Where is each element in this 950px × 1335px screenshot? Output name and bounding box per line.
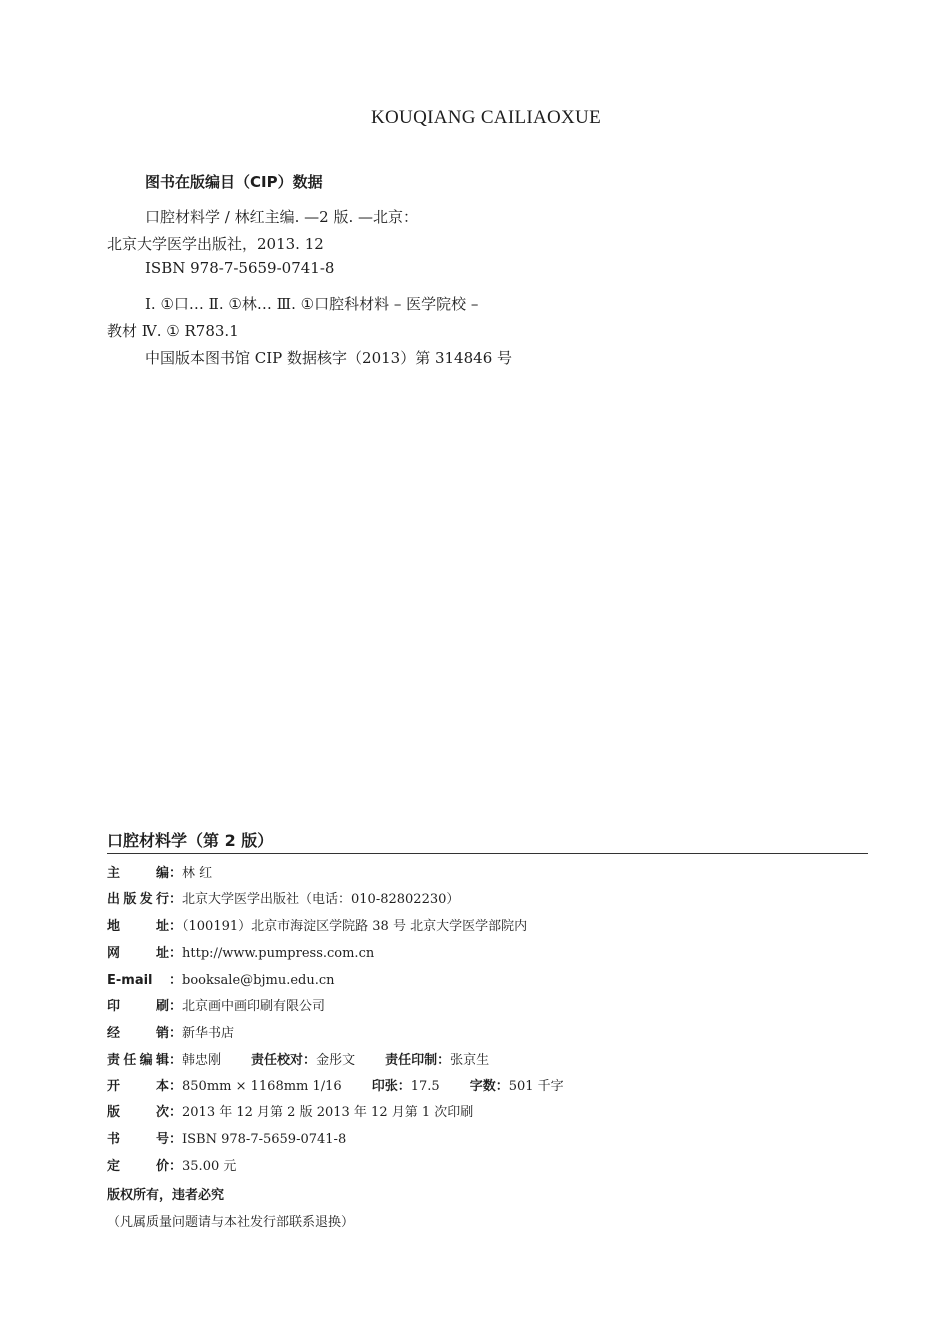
isbn-row: 书号：ISBN 978-7-5659-0741-8 (107, 1130, 346, 1150)
address-label: 地址 (107, 919, 169, 934)
staff-editor-label: 责任编辑 (107, 1053, 169, 1068)
distributor-label: 经销 (107, 1026, 169, 1041)
sheets-value: 17.5 (410, 1079, 440, 1094)
editor-value: 林 红 (182, 866, 213, 881)
editor-label: 主编 (107, 866, 169, 881)
website-value: http://www.pumpress.com.cn (182, 946, 375, 961)
copyright-notice: 版权所有，违者必究 (107, 1188, 225, 1203)
publisher-value: 北京大学医学出版社（电话：010-82802230） (182, 892, 460, 907)
distributor-row: 经销：新华书店 (107, 1024, 234, 1044)
email-value: booksale@bjmu.edu.cn (182, 973, 335, 988)
format-row: 开本：850mm × 1168mm 1/16 印张：17.5 字数：501 千字 (107, 1077, 564, 1097)
website-row: 网址：http://www.pumpress.com.cn (107, 944, 374, 964)
edition-row: 版次：2013 年 12 月第 2 版 2013 年 12 月第 1 次印刷 (107, 1103, 473, 1123)
format-value: 850mm × 1168mm 1/16 (182, 1079, 342, 1094)
distributor-value: 新华书店 (182, 1026, 235, 1041)
edition-title: 口腔材料学（第 2 版） (107, 831, 274, 850)
isbn-label: 书号 (107, 1132, 169, 1147)
printer-label: 印刷 (107, 999, 169, 1014)
email-row: E-mail ：booksale@bjmu.edu.cn (107, 971, 335, 991)
cip-heading: 图书在版编目（CIP）数据 (145, 173, 323, 191)
price-label: 定价 (107, 1159, 169, 1174)
return-notice: （凡属质量问题请与本社发行部联系退换） (107, 1215, 355, 1230)
words-value: 501 千字 (508, 1079, 564, 1094)
email-label: E-mail (107, 973, 153, 988)
format-label: 开本 (107, 1079, 169, 1094)
staff-editor-value: 韩忠刚 (182, 1053, 222, 1068)
edition-label: 版次 (107, 1105, 169, 1120)
cip-line-1: 口腔材料学 / 林红主编. —2 版. —北京： (145, 208, 418, 226)
cip-line-3: ISBN 978-7-5659-0741-8 (145, 259, 335, 277)
pinyin-title: KOUQIANG CAILIAOXUE (371, 107, 601, 128)
isbn-value: ISBN 978-7-5659-0741-8 (182, 1132, 347, 1147)
address-row: 地址：（100191）北京市海淀区学院路 38 号 北京大学医学部院内 (107, 917, 527, 937)
staff-print-label: 责任印制 (385, 1053, 438, 1068)
publisher-label: 出版发行 (107, 892, 169, 907)
publisher-row: 出版发行：北京大学医学出版社（电话：010-82802230） (107, 890, 459, 910)
cip-line-6: 中国版本图书馆 CIP 数据核字（2013）第 314846 号 (145, 349, 513, 367)
staff-print-value: 张京生 (450, 1053, 490, 1068)
title-divider (107, 853, 868, 854)
website-label: 网址 (107, 946, 169, 961)
cip-line-5: 教材 Ⅳ. ① R783.1 (107, 322, 239, 340)
printer-row: 印刷：北京画中画印刷有限公司 (107, 997, 325, 1017)
sheets-label: 印张 (371, 1079, 398, 1094)
edition-value: 2013 年 12 月第 2 版 2013 年 12 月第 1 次印刷 (182, 1105, 474, 1120)
staff-row: 责任编辑：韩忠刚 责任校对：金彤文 责任印制：张京生 (107, 1051, 489, 1071)
price-value: 35.00 元 (182, 1159, 237, 1174)
address-value: （100191）北京市海淀区学院路 38 号 北京大学医学部院内 (182, 919, 528, 934)
printer-value: 北京画中画印刷有限公司 (182, 999, 326, 1014)
price-row: 定价：35.00 元 (107, 1157, 236, 1177)
editor-row: 主编：林 红 (107, 864, 212, 884)
cip-line-2: 北京大学医学出版社，2013. 12 (107, 235, 324, 253)
cip-line-4: Ⅰ. ①口… Ⅱ. ①林… Ⅲ. ①口腔科材料 – 医学院校 – (145, 295, 479, 313)
staff-proof-label: 责任校对 (251, 1053, 304, 1068)
words-label: 字数 (469, 1079, 496, 1094)
staff-proof-value: 金彤文 (316, 1053, 356, 1068)
